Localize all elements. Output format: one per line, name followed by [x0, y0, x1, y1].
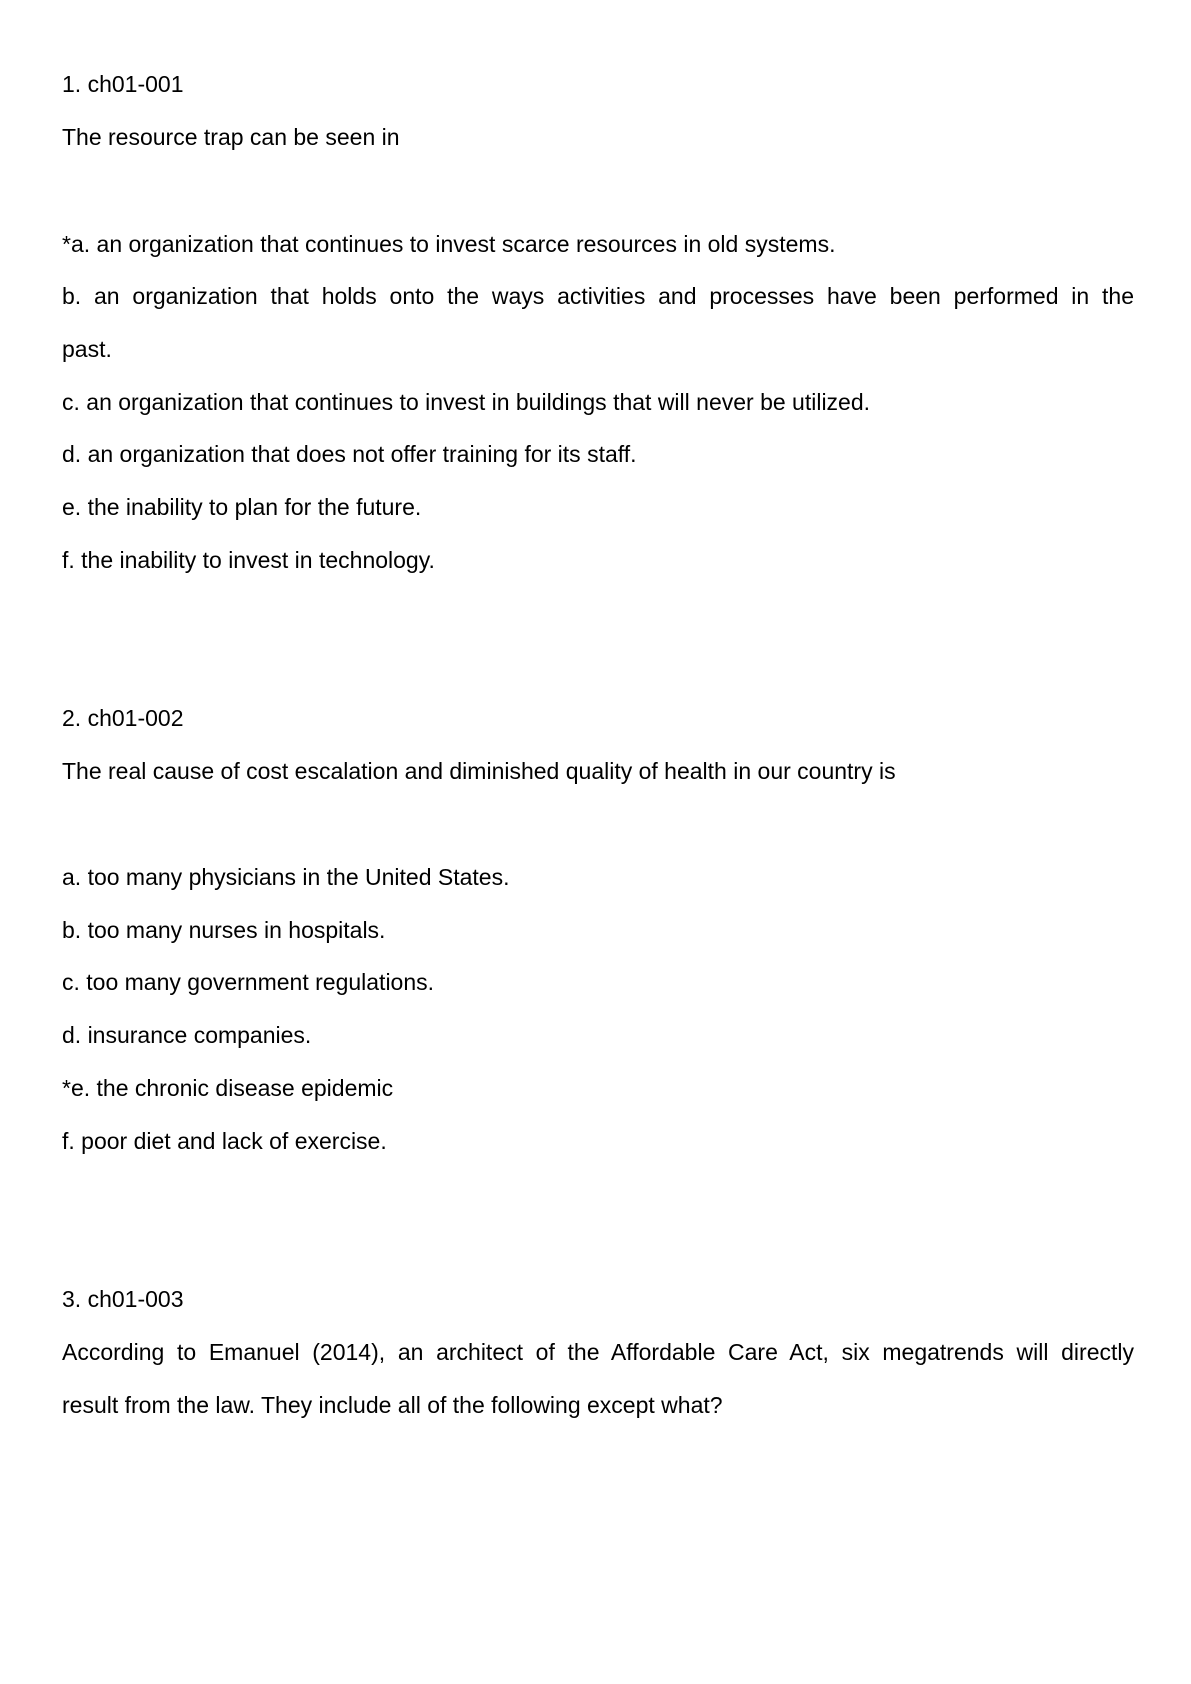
question-3-stem-line-2: result from the law. They include all of the following except what?: [62, 1392, 723, 1418]
question-1-option-e: e. the inability to plan for the future.: [62, 494, 422, 520]
question-2-option-e: *e. the chronic disease epidemic: [62, 1075, 394, 1101]
question-2-option-f: f. poor diet and lack of exercise.: [62, 1128, 387, 1154]
question-1-id: 1. ch01-001: [62, 71, 184, 97]
question-1-option-b-cont: past.: [62, 336, 112, 362]
question-2-stem: The real cause of cost escalation and diminished quality of health in our country is: [62, 758, 896, 784]
question-1-option-a: *a. an organization that continues to invest scarce resources in old systems.: [62, 231, 836, 257]
question-1-option-f: f. the inability to invest in technology.: [62, 547, 435, 573]
question-2-option-c: c. too many government regulations.: [62, 969, 435, 995]
question-3-stem-line-1: According to Emanuel (2014), an architect of the Affordable Care Act, six megatrends will directly: [62, 1339, 1134, 1365]
question-3-id: 3. ch01-003: [62, 1286, 184, 1312]
question-1-stem: The resource trap can be seen in: [62, 124, 400, 150]
question-1-option-b: b. an organization that holds onto the ways activities and processes have been performed in the: [62, 283, 1134, 309]
question-2-option-b: b. too many nurses in hospitals.: [62, 917, 386, 943]
question-1-option-d: d. an organization that does not offer training for its staff.: [62, 441, 637, 467]
question-1-option-c: c. an organization that continues to invest in buildings that will never be utilized.: [62, 389, 871, 415]
question-2-option-a: a. too many physicians in the United States.: [62, 864, 510, 890]
question-2-option-d: d. insurance companies.: [62, 1022, 312, 1048]
question-2-id: 2. ch01-002: [62, 705, 184, 731]
